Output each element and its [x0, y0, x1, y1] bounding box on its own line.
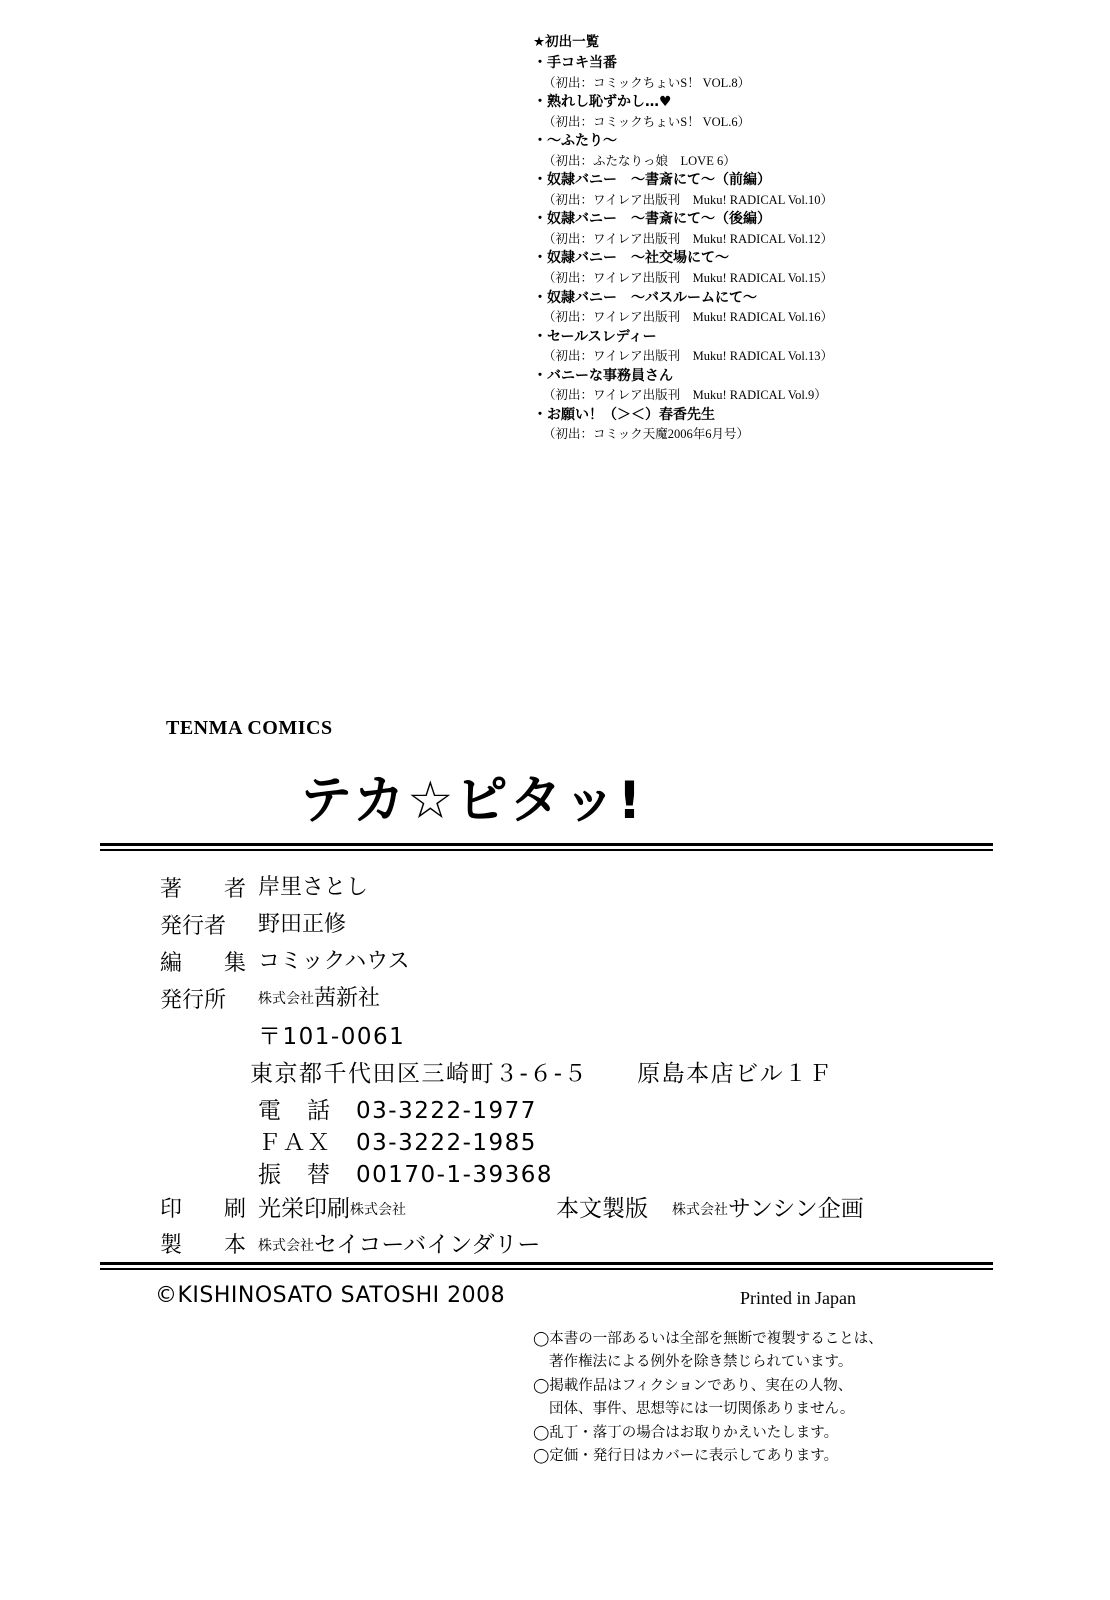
source-entry-title: ・セールスレディー: [533, 328, 657, 345]
source-entry: [533, 327, 953, 366]
binding-value: [258, 1226, 540, 1259]
postal-code: 〒101-0061: [258, 1024, 406, 1050]
typesetting-corp-prefix: 株式会社: [672, 1202, 728, 1218]
source-entry-title: ・奴隷バニー 〜社交場にて〜: [533, 250, 729, 267]
credit-label: 編 集: [160, 951, 257, 976]
publisher-label: 発行所: [160, 987, 227, 1012]
binding-label: 製 本: [160, 1233, 257, 1258]
source-entry-title: ・手コキ当番: [533, 55, 617, 72]
binding-corp-prefix: 株式会社: [258, 1238, 314, 1254]
typesetting-company: サンシン企画: [728, 1196, 864, 1222]
source-entry-origin: （初出：コミックちょいS！ VOL.8）: [543, 75, 751, 90]
notice-line: 団体、事件、思想等には一切関係ありません。: [549, 1401, 855, 1418]
source-entry-origin: （初出：ワイレア出版刊 Muku! RADICAL Vol.10）: [543, 192, 834, 207]
source-entry: [533, 92, 953, 131]
source-list: [533, 33, 953, 444]
source-entry-origin: （初出：ワイレア出版刊 Muku! RADICAL Vol.9）: [543, 387, 827, 402]
publisher-company: 茜新社: [314, 985, 381, 1010]
printing-value: [258, 1190, 406, 1223]
imprint-label: TENMA COMICS: [166, 717, 333, 739]
source-entry-origin: （初出：ワイレア出版刊 Muku! RADICAL Vol.16）: [543, 309, 834, 324]
notice-line: ◯乱丁・落丁の場合はお取りかえいたします。: [533, 1424, 839, 1441]
source-entry: [533, 131, 953, 170]
credit-label: 著 者: [160, 877, 257, 902]
notice-line: ◯本書の一部あるいは全部を無断で複製することは、: [533, 1331, 883, 1347]
typesetting-label: 本文製版: [556, 1196, 648, 1222]
source-entry: [533, 248, 953, 287]
legal-notices: [533, 1328, 953, 1469]
printing-corp-suffix: 株式会社: [350, 1202, 406, 1218]
printed-in-japan: Printed in Japan: [740, 1288, 856, 1308]
notice-line: ◯掲載作品はフィクションであり、実在の人物、: [533, 1377, 853, 1394]
credit-value: 岸里さとし: [258, 875, 369, 900]
fax-line: ＦＡＸ 03-3222-1985: [258, 1130, 537, 1156]
source-entry-title: ・〜ふたり〜: [533, 133, 617, 150]
source-entry-title: ・奴隷バニー 〜バスルームにて〜: [533, 289, 757, 306]
notice-line: ◯定価・発行日はカバーに表示してあります。: [533, 1448, 839, 1465]
source-entry-origin: （初出：コミックちょいS！ VOL.6）: [543, 114, 751, 129]
source-entry: [533, 405, 953, 444]
furikae-line: 振 替 00170-1-39368: [258, 1162, 554, 1188]
source-list-heading: ★初出一覧: [533, 34, 600, 50]
credit-value: 野田正修: [258, 912, 347, 937]
source-entry: [533, 209, 953, 248]
source-entry-title: ・熟れし恥ずかし…♥: [533, 94, 672, 111]
printing-label: 印 刷: [160, 1197, 257, 1222]
credit-label: 発行者: [160, 914, 227, 939]
source-entry-title: ・お願い！（＞＜）春香先生: [533, 406, 715, 423]
source-entry-title: ・奴隷バニー 〜書斎にて〜（後編）: [533, 211, 771, 228]
binding-company: セイコーバインダリー: [314, 1232, 541, 1258]
divider-bottom-thin: [100, 1268, 993, 1270]
source-entry: [533, 53, 953, 92]
printing-company: 光栄印刷: [258, 1196, 350, 1222]
source-entry: [533, 288, 953, 327]
publisher-name: [258, 981, 380, 1012]
source-entry-origin: （初出：ワイレア出版刊 Muku! RADICAL Vol.12）: [543, 231, 834, 246]
book-title: テカ☆ピタッ!: [300, 771, 644, 831]
publisher-corp-prefix: 株式会社: [258, 992, 314, 1007]
source-entry-origin: （初出：ふたなりっ娘 LOVE 6）: [543, 153, 736, 168]
typesetting-value: [672, 1190, 864, 1223]
divider-top-thin: [100, 849, 993, 851]
source-entry-origin: （初出：ワイレア出版刊 Muku! RADICAL Vol.13）: [543, 348, 834, 363]
source-entry: [533, 366, 953, 405]
source-entry-title: ・奴隷バニー 〜書斎にて〜（前編）: [533, 172, 771, 189]
divider-top-thick: [100, 843, 993, 846]
source-entry-origin: （初出：コミック天魔2006年6月号）: [543, 426, 750, 441]
source-entry: [533, 170, 953, 209]
copyright-notice: ©KISHINOSATO SATOSHI 2008: [155, 1283, 506, 1308]
address-line: 東京都千代田区三崎町３-６-５ 原島本店ビル１Ｆ: [250, 1061, 834, 1087]
source-entry-title: ・バニーな事務員さん: [533, 367, 673, 384]
telephone-line: 電 話 03-3222-1977: [258, 1098, 537, 1124]
credit-value: コミックハウス: [258, 949, 410, 974]
notice-line: 著作権法による例外を除き禁じられています。: [549, 1354, 853, 1371]
divider-bottom-thick: [100, 1262, 993, 1265]
source-entry-origin: （初出：ワイレア出版刊 Muku! RADICAL Vol.15）: [543, 270, 834, 285]
